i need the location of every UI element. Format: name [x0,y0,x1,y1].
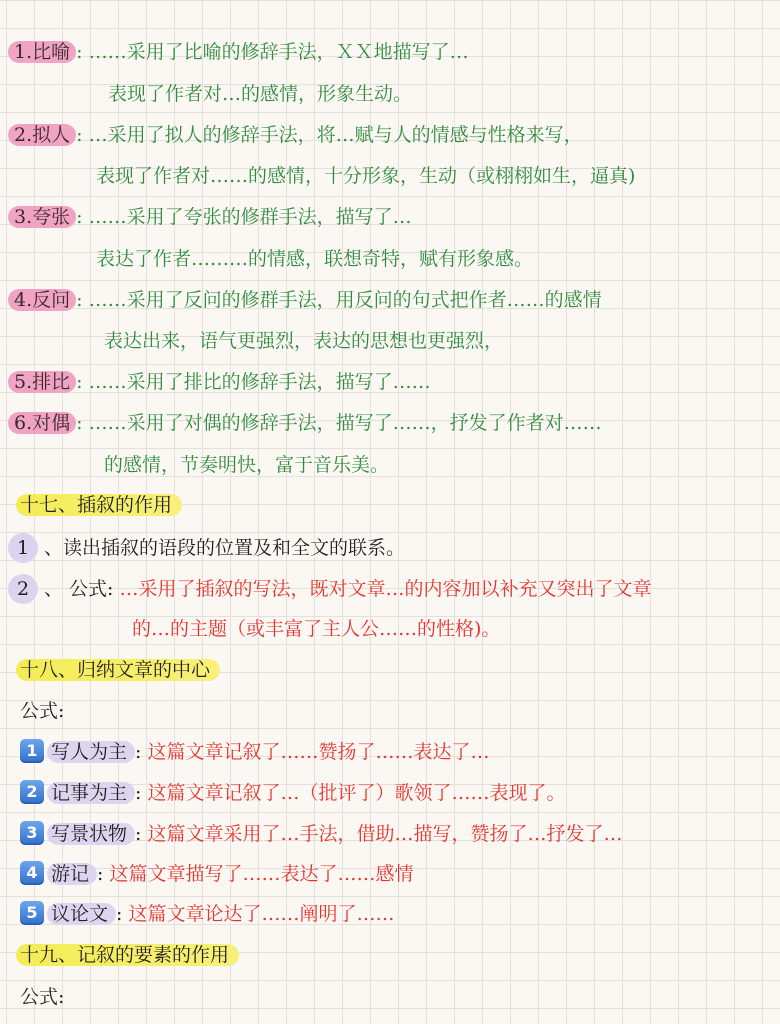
center-item-2-sep: : [135,782,142,804]
center-item-3 [20,820,622,848]
section17-item-1 [8,533,405,563]
section18-heading [16,656,220,684]
center-item-3-label: 写景状物 [47,823,135,845]
rhetoric-sep-6: : [76,412,83,434]
rhetoric-cont-2: 表现了作者对……的感情，十分形象，生动（或栩栩如生，逼真) [96,165,636,187]
rhetoric-text-5: ……采用了排比的修辞手法，描写了…… [88,371,431,393]
rhetoric-row-3 [8,203,412,231]
rhetoric-text-4: ……采用了反问的修群手法，用反问的句式把作者……的感情 [88,289,602,311]
rhetoric-row-1 [8,38,469,66]
rhetoric-cont-1: 表现了作者对…的感情，形象生动。 [108,83,413,105]
number-1-key-icon: 1 [20,739,44,763]
rhetoric-label-4: 4.反问 [8,289,76,311]
center-item-3-sep: : [135,823,142,845]
section18-title: 十八、归纳文章的中心 [16,659,220,681]
rhetoric-sep-1: : [76,41,83,63]
center-item-3-text: 这篇文章采用了…手法，借助…描写，赞扬了…抒发了… [147,823,623,845]
rhetoric-label-5: 5.排比 [8,371,76,393]
center-item-1-sep: : [135,741,142,763]
number-3-key-icon: 3 [20,821,44,845]
rhetoric-cont-6: 的感情，节奏明快，富于音乐美。 [104,454,390,476]
center-item-2-label: 记事为主 [47,782,135,804]
center-item-1-label: 写人为主 [47,741,135,763]
section17-item1-number: 1 [8,533,38,563]
rhetoric-sep-3: : [76,206,83,228]
section17-item-2 [8,574,652,604]
center-item-5-text: 这篇文章论达了……阐明了…… [128,903,395,925]
rhetoric-sep-2: : [76,124,83,146]
rhetoric-row-2 [8,121,583,149]
rhetoric-text-2: …采用了拟人的修辞手法，将…赋与人的情感与性格来写， [88,124,583,146]
center-item-1-text: 这篇文章记叙了……赞扬了……表达了… [147,741,490,763]
section17-item2-text: …采用了插叙的写法，既对文章…的内容加以补充又突出了文章 [119,578,652,600]
section17-item2-cont: 的…的主题（或丰富了主人公……的性格)。 [132,618,501,640]
center-item-5-sep: : [116,903,123,925]
center-item-5-label: 议论文 [47,903,116,925]
center-item-1 [20,738,489,766]
rhetoric-sep-4: : [76,289,83,311]
center-item-5 [20,900,394,928]
section17-heading [16,491,182,519]
number-2-key-icon: 2 [20,780,44,804]
rhetoric-cont-3: 表达了作者………的情感，联想奇特，赋有形象感。 [96,248,534,270]
rhetoric-row-5 [8,368,431,396]
section19-title: 十九、记叙的要素的作用 [16,944,239,966]
rhetoric-label-6: 6.对偶 [8,412,76,434]
rhetoric-row-6 [8,409,602,437]
number-5-key-icon: 5 [20,901,44,925]
center-item-4-text: 这篇文章描写了……表达了……感情 [109,863,414,885]
center-item-4-label: 游记 [47,863,97,885]
rhetoric-cont-4: 表达出来，语气更强烈，表达的思想也更强烈， [104,330,504,352]
rhetoric-text-1: ……采用了比喻的修辞手法，ＸＸ地描写了… [88,41,469,63]
section18-formula-label: 公式: [20,700,65,722]
section17-item2-number: 2 [8,574,38,604]
center-item-4 [20,860,413,888]
rhetoric-sep-5: : [76,371,83,393]
center-item-2 [20,779,565,807]
rhetoric-label-3: 3.夸张 [8,206,76,228]
section17-item1-text: 、读出插叙的语段的位置及和全文的联系。 [44,537,406,559]
rhetoric-label-1: 1.比喻 [8,41,76,63]
section17-item2-label: 、 公式: [44,578,114,600]
section17-title: 十七、插叙的作用 [16,494,182,516]
section19-formula-label: 公式: [20,986,65,1008]
section19-heading [16,941,239,969]
rhetoric-row-4 [8,286,602,314]
rhetoric-text-6: ……采用了对偶的修辞手法，描写了……，抒发了作者对…… [88,412,602,434]
rhetoric-label-2: 2.拟人 [8,124,76,146]
rhetoric-text-3: ……采用了夸张的修群手法，描写了… [88,206,412,228]
center-item-2-text: 这篇文章记叙了…（批评了）歌领了……表现了。 [147,782,566,804]
number-4-key-icon: 4 [20,861,44,885]
center-item-4-sep: : [97,863,104,885]
